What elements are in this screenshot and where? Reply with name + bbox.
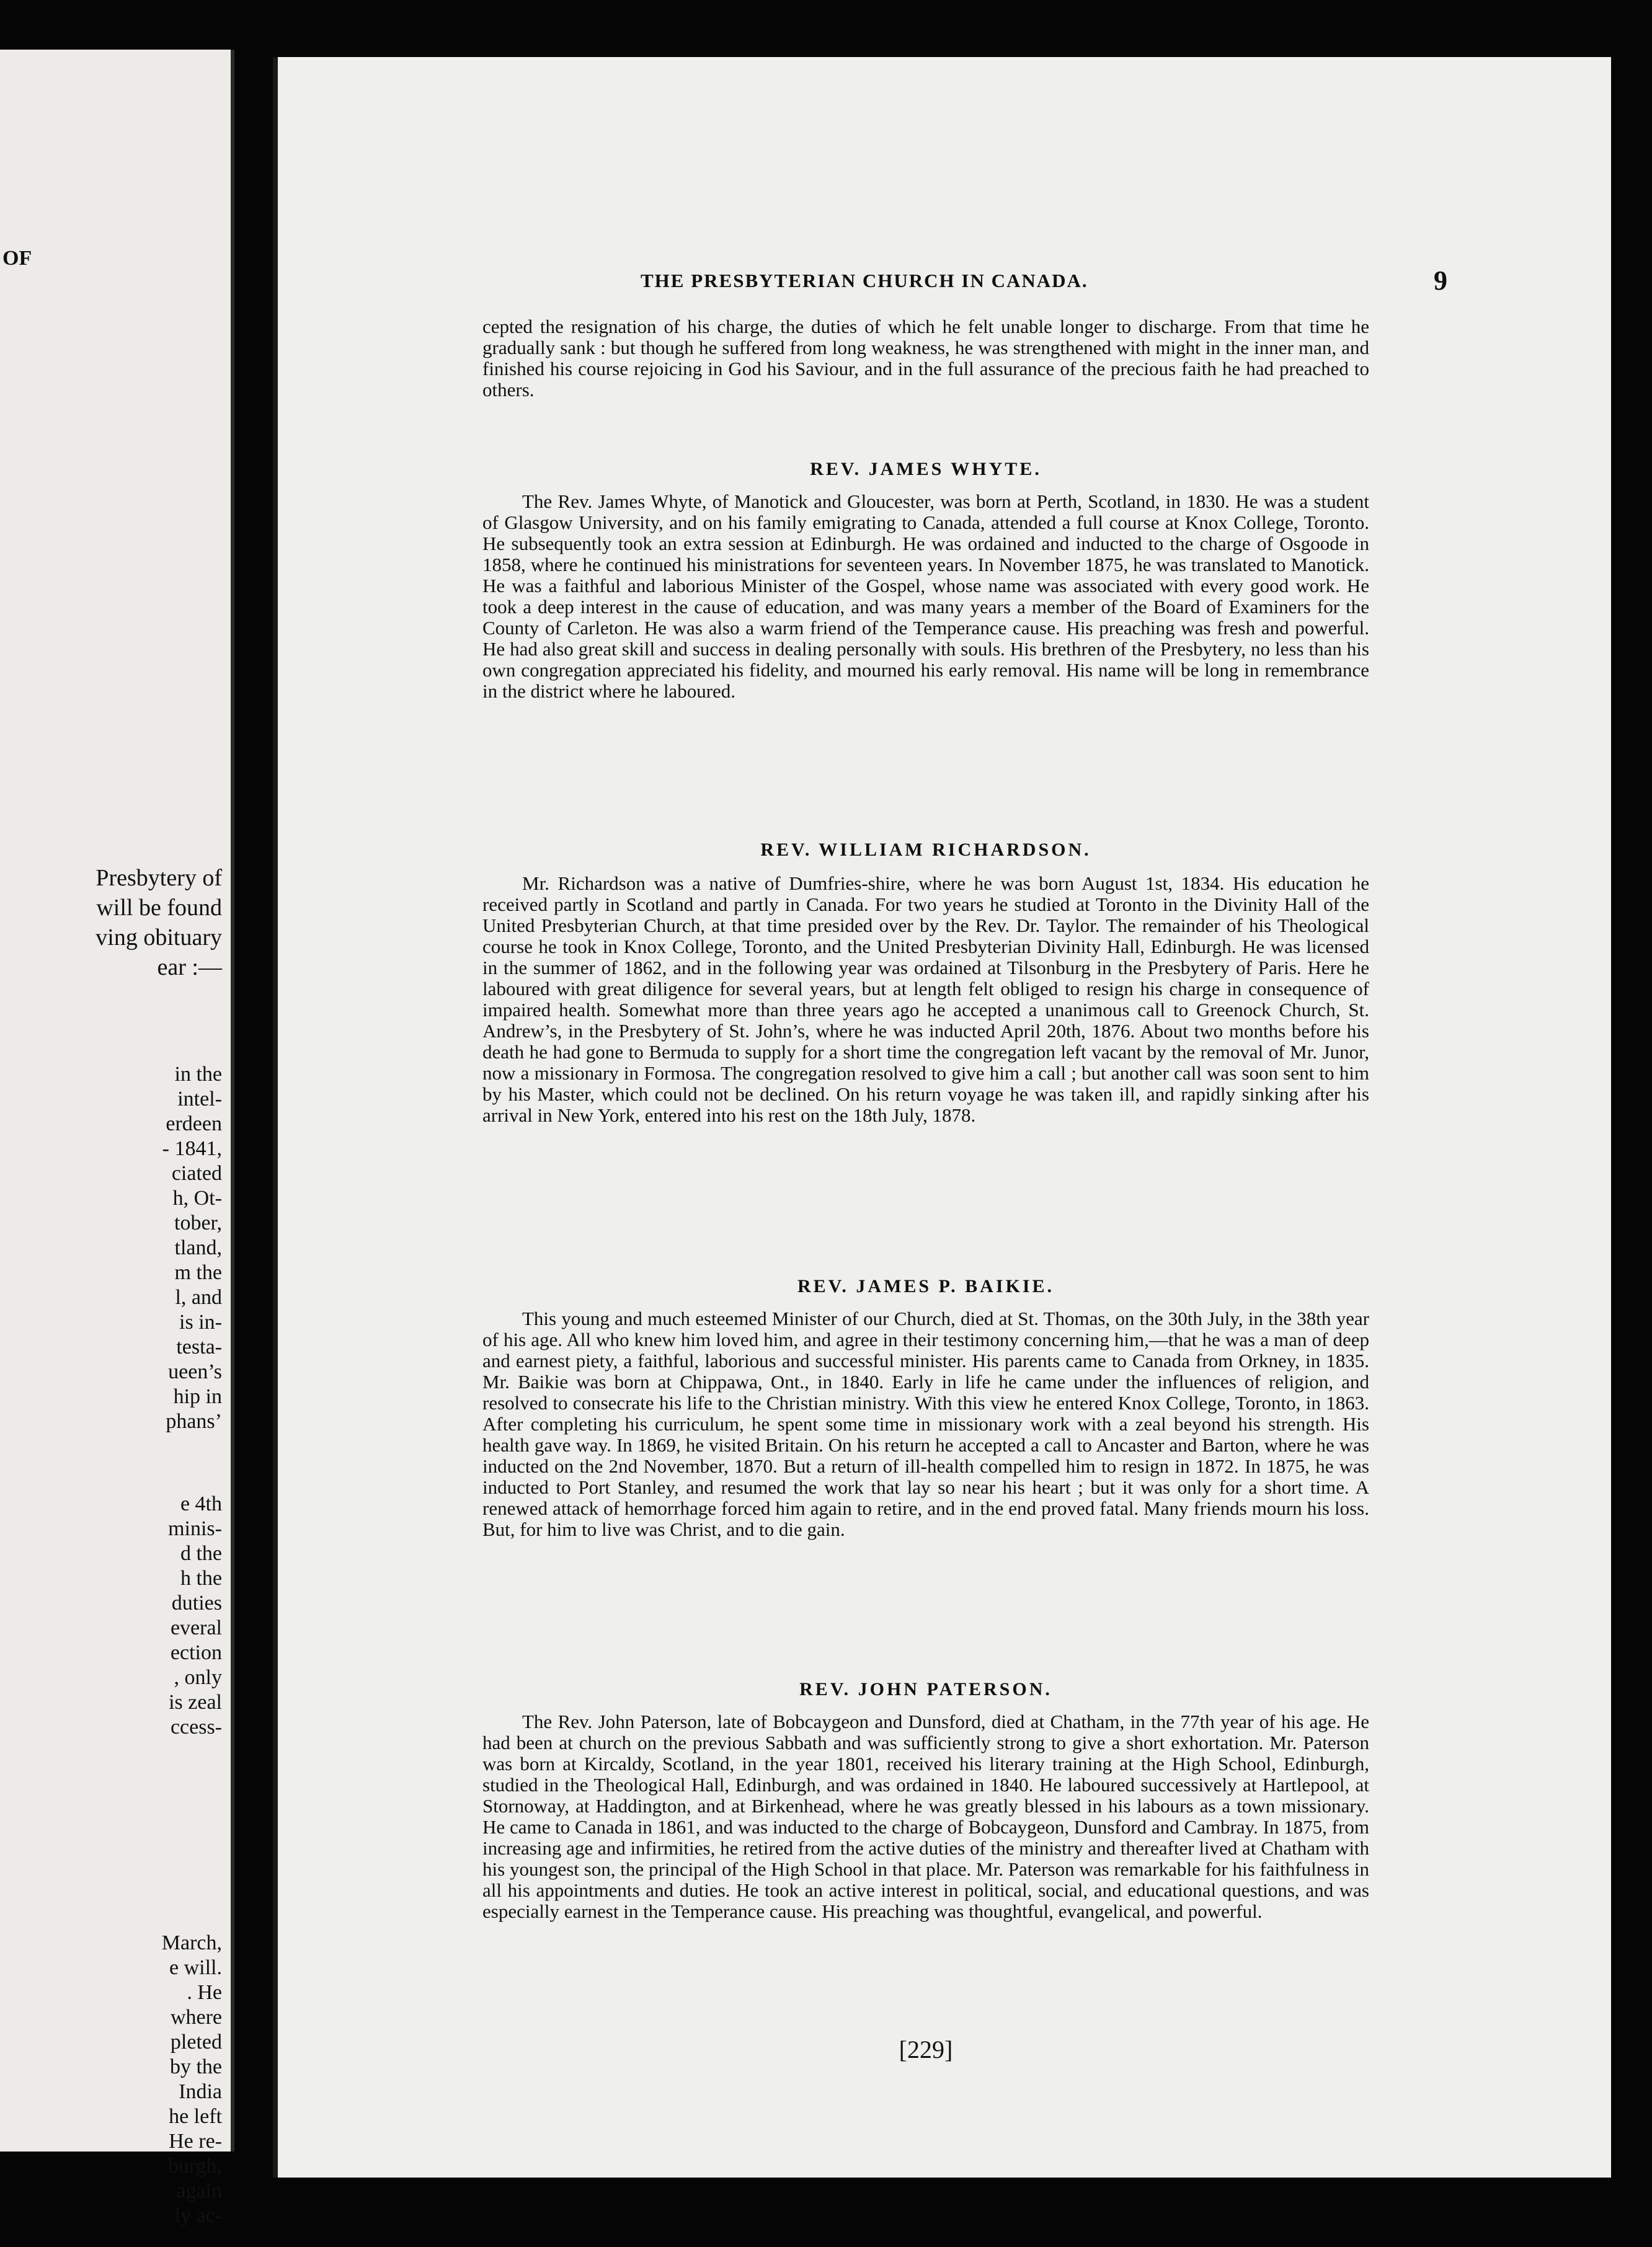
left-page-fragment-d [162,1931,222,2228]
left-line: he left [169,2105,222,2128]
left-line: is zeal [169,1691,222,1714]
page-number: 9 [1434,265,1447,296]
left-line: h the [180,1567,222,1590]
left-line: hip in [173,1385,222,1408]
left-line: d the [180,1542,222,1565]
left-line: h, Ot- [172,1187,222,1210]
left-page-fragment-b [162,1062,222,1434]
entry-body [482,873,1369,1126]
intro-text: cepted the resignation of his charge, the duties of which he felt unable longer to discharge. From that time he gradually sank : but though he suffered from long weakness, he was strengthened with might in the inner man, and finished his course rejoicing in God his Saviour, and in the full assurance of the precious faith he had preached to others. [482,316,1369,401]
left-line: phans’ [166,1410,222,1433]
left-line: in the [174,1063,222,1086]
left-line: again [176,2179,222,2202]
left-line: burgh, [167,2155,222,2178]
entry-text: The Rev. James Whyte, of Manotick and Gloucester, was born at Perth, Scotland, in 1830. He was a student of Glasgow University, and on his family emigrating to Canada, attended a full course at Knox College, Toronto. He subsequently took an extra session at Edinburgh. He was ordained and inducted to the charge of Osgoode in 1858, where he continued his ministrations for seventeen years. In November 1875, he was translated to Manotick. He was a faithful and laborious Minister of the Gospel, whose name was associated with every good work. He took a deep interest in the cause of education, and was many years a member of the Board of Examiners for the County of Carleton. He was also a warm friend of the Temperance cause. His preaching was fresh and powerful. He had also great skill and success in dealing personally with souls. His brethren of the Presbytery, no less than his own congregation appreciated his fidelity, and mourned his early removal. His name will be long in remembrance in the district where he laboured. [482,490,1369,702]
left-page-fragment-a [95,863,222,982]
left-line: ving obituary [95,924,222,951]
left-line: - 1841, [162,1137,222,1160]
left-line: l, and [175,1286,222,1309]
left-line: duties [171,1592,222,1615]
left-line: ly ac- [174,2204,222,2227]
left-page [0,50,234,2227]
left-line: intel- [177,1088,222,1110]
entry-heading: REV. JAMES WHYTE. [810,459,1042,479]
left-line: is in- [179,1311,222,1334]
left-line: He re- [169,2130,222,2153]
left-line: ccess- [170,1716,222,1739]
entry-heading: REV. WILLIAM RICHARDSON. [760,840,1091,860]
entry-body [482,1308,1369,1540]
right-page [278,57,1611,2178]
left-line: ear :— [157,954,222,980]
left-line: minis- [168,1517,222,1540]
left-line: March, [161,1931,222,1954]
left-line: tland, [174,1236,222,1259]
left-line: will be found [96,895,222,921]
entry-text: The Rev. John Paterson, late of Bobcaygeon and Dunsford, died at Chatham, in the 77th year of his age. He had been at church on the previous Sabbath and was sufficiently strong to give a short exhortation. Mr. Paterson was born at Kircaldy, Scotland, in the year 1801, received his literary training at the High School, Edinburgh, studied in the Theological Hall, Edinburgh, and was ordained in 1840. He laboured successively at Hartlepool, at Stornoway, at Haddington, and at Birkenhead, where he was greatly blessed in his labours as a town missionary. He came to Canada in 1861, and was inducted to the charge of Bobcaygeon, Dunsford and Cambray. In 1875, from increasing age and infirmities, he retired from the active duties of the ministry and thereafter lived at Chatham with his youngest son, the principal of the High School in that place. Mr. Paterson was remarkable for his faithfulness in all his appointments and duties. He took an active interest in political, social, and educational questions, and was especially earnest in the Temperance cause. His preaching was thoughtful, evangelical, and powerful. [482,1711,1369,1922]
intro-paragraph [482,316,1369,401]
left-line: ciated [171,1162,222,1185]
entry-heading: REV. JAMES P. BAIKIE. [797,1276,1055,1296]
entry-body [482,491,1369,702]
entry-text: This young and much esteemed Minister of our Church, died at St. Thomas, on the 30th July, in the 38th year of his age. All who knew him loved him, and agree in their testimony concerning him,—that he was a man of deep and earnest piety, a faithful, laborious and successful minister. His parents came to Canada from Orkney, in 1835. Mr. Baikie was born at Chippawa, Ont., in 1840. Early in life he came under the influences of religion, and resolved to consecrate his life to the Christian ministry. With this view he entered Knox College, Toronto, in 1863. After completing his curriculum, he spent some time in missionary work with a zeal beyond his strength. His health gave way. In 1869, he visited Britain. On his return he accepted a call to Ancaster and Barton, where he was inducted on the 2nd November, 1870. But a return of ill-health compelled him to resign in 1872. In 1875, he was inducted to Port Stanley, and resumed the work that lay so near his heart ; but it was only for a short time. A renewed attack of hemorrhage forced him again to retire, and in the end proved fatal. Many friends mourn his loss. But, for him to live was Christ, and to die gain. [482,1308,1369,1540]
entry-body [482,1711,1369,1922]
left-line: erdeen [166,1112,222,1135]
left-line: testa- [176,1336,222,1358]
entry-text: Mr. Richardson was a native of Dumfries-shire, where he was born August 1st, 1834. His education he received partly in Scotland and partly in Canada. For two years he studied at Toronto in the Divinity Hall of the United Presbyterian Church, at that time presided over by the Rev. Dr. Taylor. The remainder of his Theological course he took in Knox College, Toronto, and the United Presbyterian Divinity Hall, Edinburgh. He was licensed in the summer of 1862, and in the following year was ordained at Tilsonburg in the Presbytery of Paris. Here he laboured with great diligence for several years, but at length felt obliged to resign his charge in consequence of impaired health. Somewhat more than three years ago he accepted a unanimous call to Greenock Church, St. Andrew’s, in the Presbytery of St. John’s, where he was inducted April 20th, 1876. About two months before his death he had gone to Bermuda to supply for a short time the congregation left vacant by the removal of Mr. Junor, now a missionary in Formosa. The congregation resolved to give him a call ; but another call was soon sent to him by his Master, which could not be declined. On his return voyage he was taken ill, and rapidly sinking after his arrival in New York, entered into his rest on the 18th July, 1878. [482,872,1369,1126]
left-line: ection [170,1641,222,1664]
running-head-title: THE PRESBYTERIAN CHURCH IN CANADA. [641,270,1088,291]
left-line: , only [174,1666,222,1689]
left-page-fragment-heading: OF [2,247,32,270]
left-line: where [170,2006,222,2029]
left-page-fragment-c [168,1492,222,1740]
left-line: India [179,2080,222,2103]
left-line: Presbytery of [95,865,222,891]
printer-signature: [229] [899,2036,953,2063]
left-line: e will. [169,1956,222,1979]
left-line: pleted [170,2031,222,2054]
left-line: by the [169,2055,222,2078]
entry-heading: REV. JOHN PATERSON. [799,1679,1052,1700]
left-line: m the [174,1261,222,1284]
left-line: everal [170,1616,222,1639]
left-line: tober, [174,1212,222,1234]
left-line: . He [187,1981,222,2004]
left-line: e 4th [180,1492,222,1515]
left-line: ueen’s [168,1360,222,1383]
